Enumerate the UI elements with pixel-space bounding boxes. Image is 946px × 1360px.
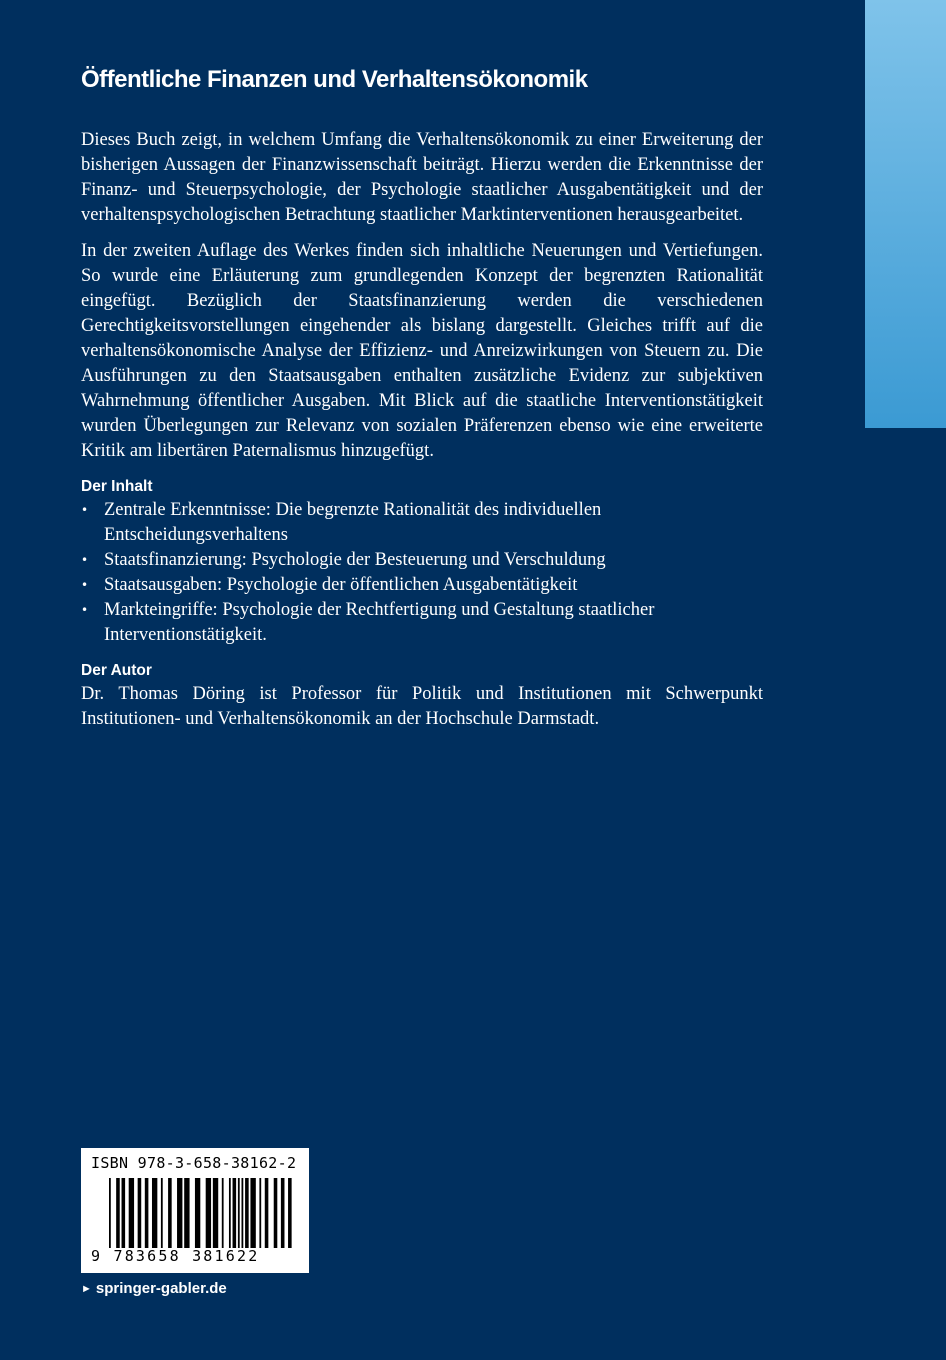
barcode-icon [109,1178,297,1248]
contents-list [81,498,763,648]
list-item [81,573,763,598]
author-heading: Der Autor [81,662,152,679]
list-item-text: Zentrale Erkenntnisse: Die begrenzte Rationalität des individuellen Entscheidungsverhaltens [104,500,602,545]
list-item-text: Staatsausgaben: Psychologie der öffentlichen Ausgabentätigkeit [104,575,578,595]
bullet-icon: • [81,553,89,567]
description-paragraph-2: In der zweiten Auflage des Werkes finden sich inhaltliche Neuerungen und Vertiefungen. So wurde eine Erläuterung zum grundlegenden Konzept der begrenzten Rationalität eingefügt. Bezüglich der Staatsfinanzierung werden die verschiedenen Gerechtigkeitsvorstellungen eingehender als bislang dargestellt. Gleiches trifft auf die verhaltensökonomische Analyse der Effizienz- und Anreizwirkungen von Steuern zu. Die Ausführungen zu den Staatsausgaben enthalten zusätzliche Evidenz zur subjektiven Wahrnehmung öffentlicher Ausgaben. Mit Blick auf die staatliche Interventionstätigkeit wurden Überlegungen zur Relevanz von sozialen Präferenzen ebenso wie eine erweiterte Kritik am libertären Paternalismus hinzugefügt. [81,241,763,461]
accent-strip [865,0,946,428]
author-section [81,660,763,732]
list-item [81,598,763,648]
list-item [81,498,763,548]
contents-heading: Der Inhalt [81,478,153,495]
description-paragraph-1: Dieses Buch zeigt, in welchem Umfang die Verhaltensökonomik zu einer Erweiterung der bisherigen Aussagen der Finanzwissenschaft beiträgt. Hierzu werden die Erkenntnisse der Finanz- und Steuerpsychologie, der Psychologie staatlicher Ausgabentätigkeit und der verhaltenspsychologischen Betrachtung staatlicher Marktinterventionen herausgearbeitet. [81,130,763,225]
bullet-icon: • [81,603,89,617]
back-cover-content [81,62,763,743]
list-item [81,548,763,573]
list-item-text: Staatsfinanzierung: Psychologie der Besteuerung und Verschuldung [104,550,606,570]
bullet-icon: • [81,503,89,517]
list-item-text: Markteingriffe: Psychologie der Rechtfertigung und Gestaltung staatlicher Interventionstätigkeit. [104,600,655,645]
website-url: springer-gabler.de [95,1280,227,1297]
arrow-right-icon: ► [81,1282,92,1295]
isbn-barcode [81,1148,309,1273]
author-bio: Dr. Thomas Döring ist Professor für Politik und Institutionen mit Schwerpunkt Institutionen- und Verhaltensökonomik an der Hochschule Darmstadt. [81,684,763,729]
book-title: Öffentliche Finanzen und Verhaltensökonomik [81,66,588,93]
barcode-digits: 9 783658 381622 [91,1247,260,1265]
bullet-icon: • [81,578,89,592]
isbn-label: ISBN 978-3-658-38162-2 [91,1154,297,1172]
website-link[interactable] [81,1280,227,1297]
